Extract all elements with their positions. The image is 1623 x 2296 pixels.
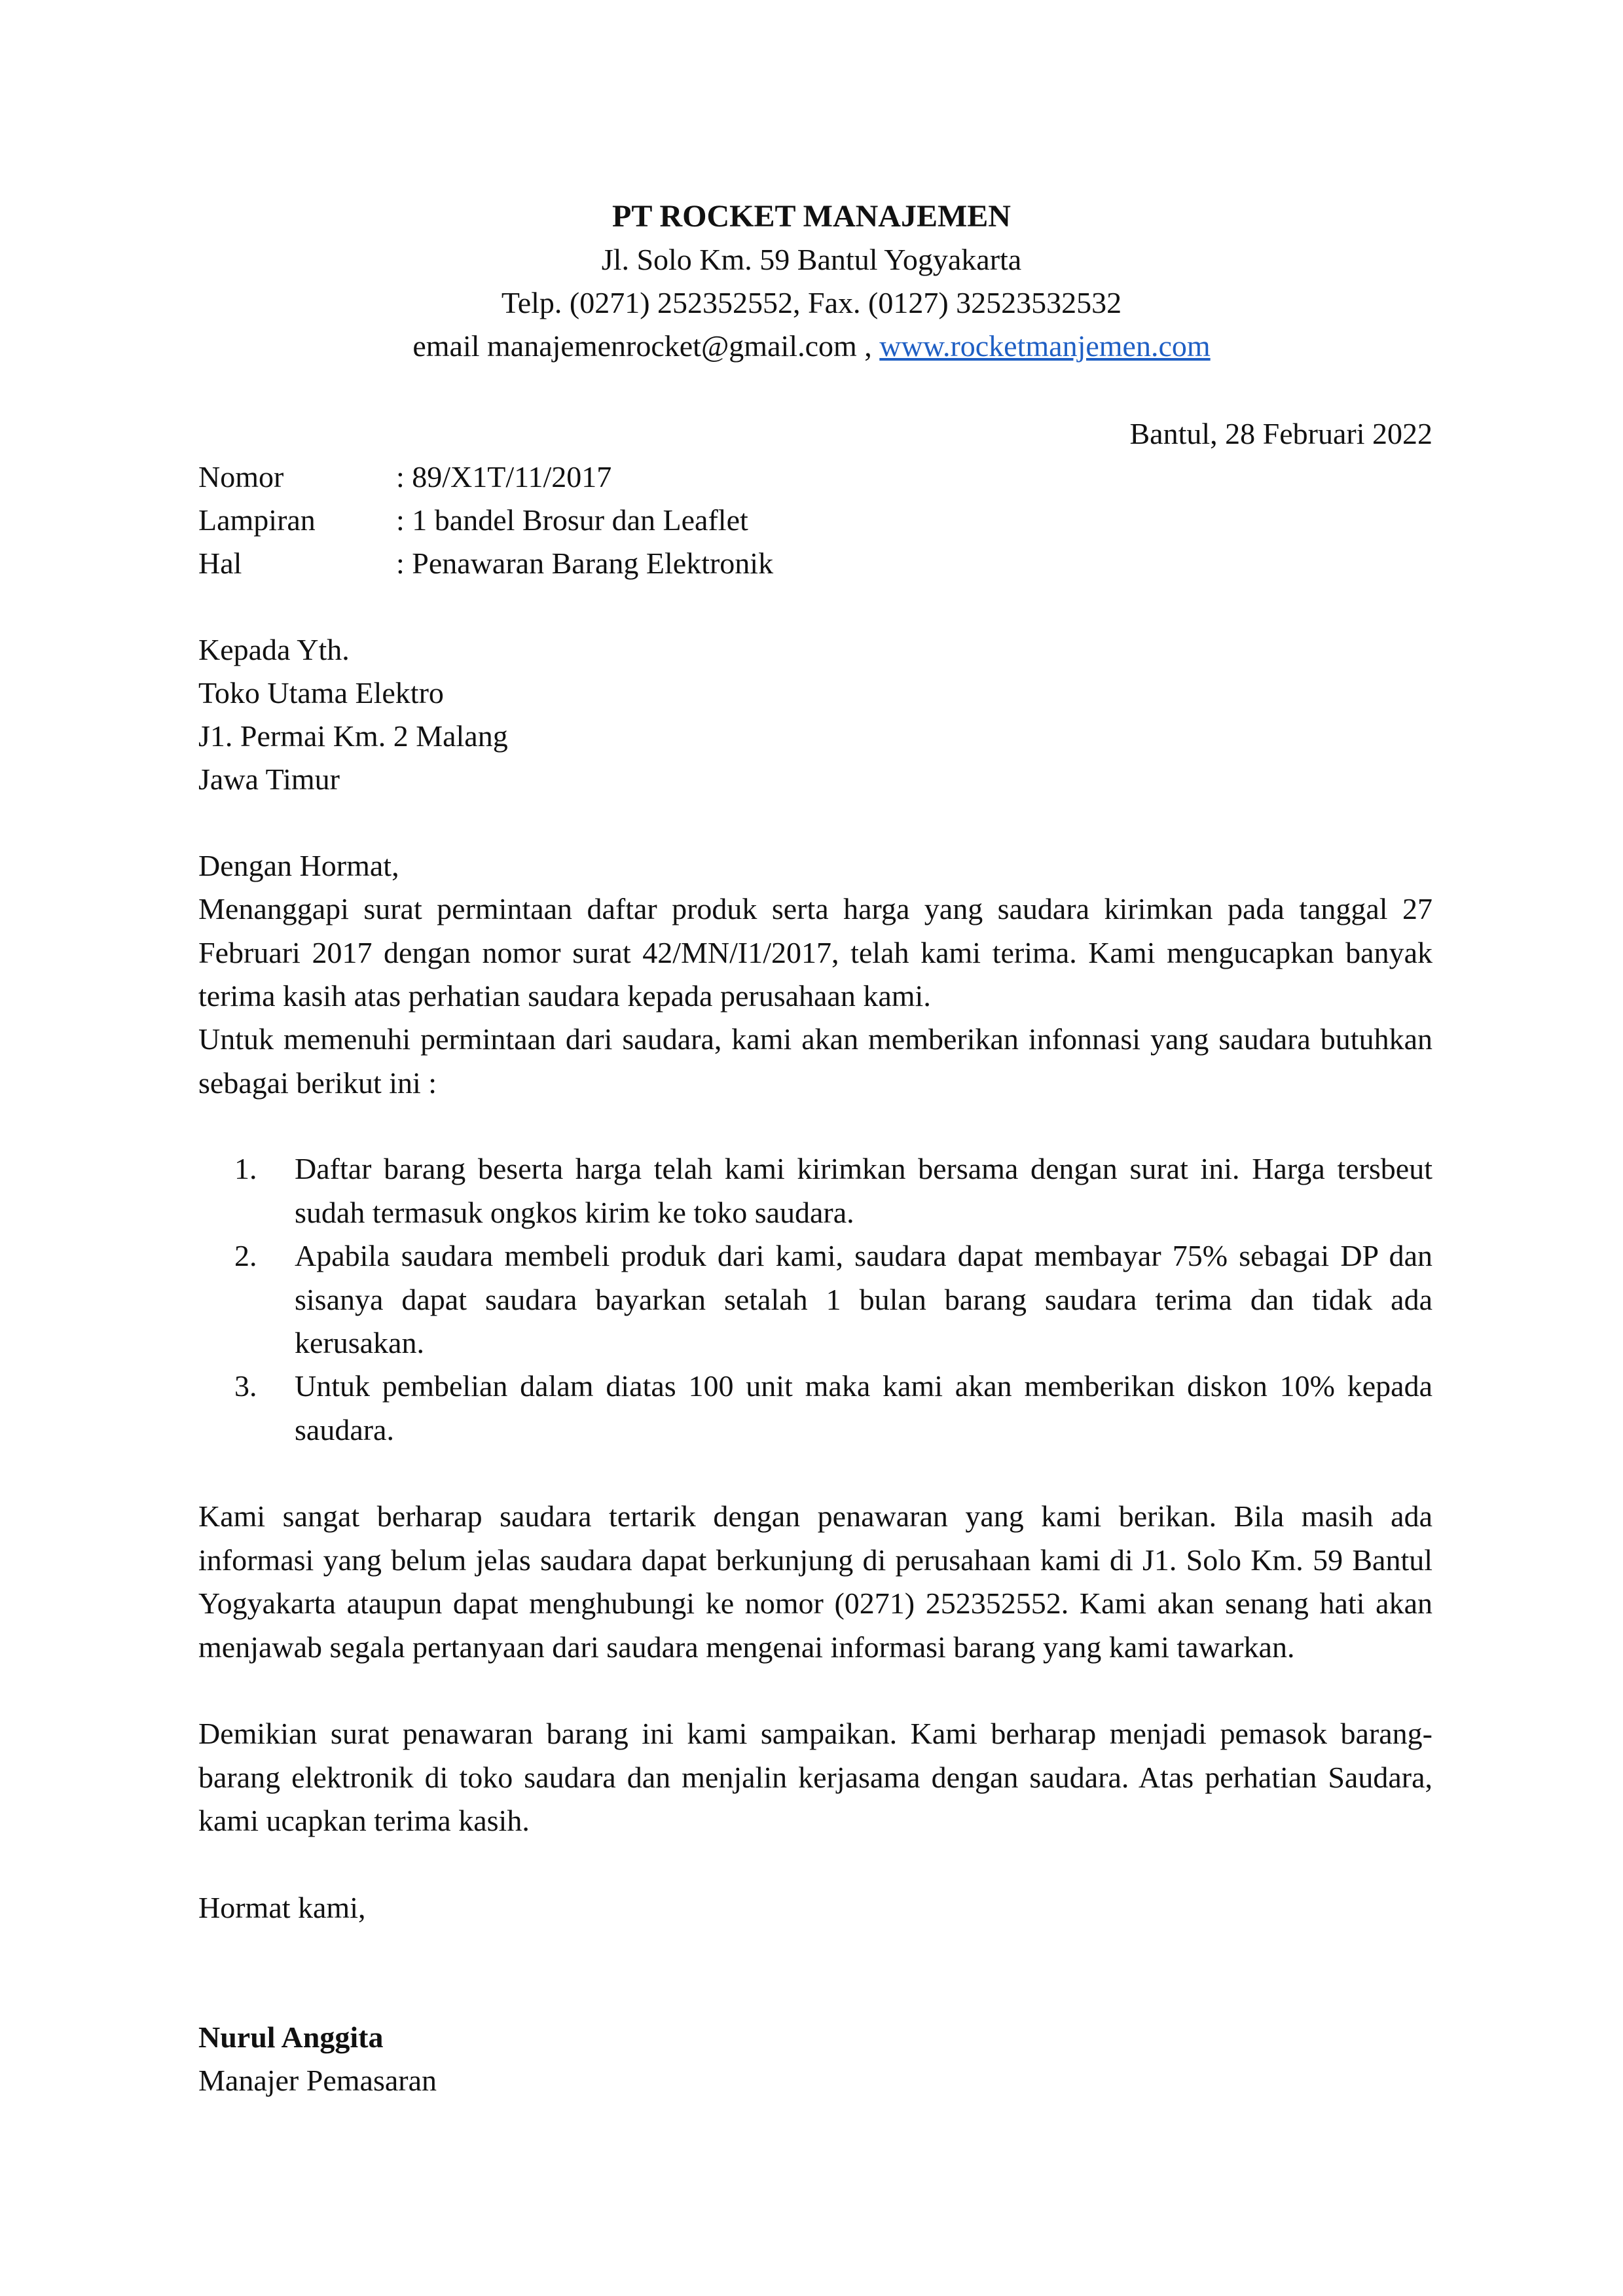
recipient-line-1: Kepada Yth. (198, 633, 350, 666)
list-item-number: 3. (234, 1369, 257, 1403)
signer-title: Manajer Pemasaran (198, 2064, 437, 2097)
list-item-number: 1. (234, 1152, 257, 1185)
meta-nomor-value: : 89/X1T/11/2017 (396, 460, 612, 493)
list-item-text: Daftar barang beserta harga telah kami kirimkan bersama dengan surat ini. Harga tersbeut sudah termasuk ongkos kirim ke toko saudara. (295, 1152, 1432, 1229)
meta-nomor (198, 456, 611, 499)
body-paragraph-1: Menanggapi surat permintaan daftar produk serta harga yang saudara kirimkan pada tanggal 27 Februari 2017 dengan nomor surat 42/MN/I1/2017, telah kami terima. Kami mengucapkan banyak terima kasih atas perhatian saudara kepada perusahaan kami. (198, 892, 1432, 1013)
meta-hal-value: : Penawaran Barang Elektronik (396, 547, 774, 580)
meta-nomor-label: Nomor (198, 460, 284, 493)
company-website-link[interactable]: www.rocketmanjemen.com (879, 329, 1211, 363)
list-item-text: Untuk pembelian dalam diatas 100 unit maka kami akan memberikan diskon 10% kepada saudara. (295, 1369, 1432, 1446)
list-item-text: Apabila saudara membeli produk dari kami, saudara dapat membayar 75% sebagai DP dan sisanya dapat saudara bayarkan setalah 1 bulan barang saudara terima dan tidak ada kerusakan. (295, 1239, 1432, 1359)
body-paragraph-4: Demikian surat penawaran barang ini kami sampaikan. Kami berharap menjadi pemasok barang-barang elektronik di toko saudara dan menjalin kerjasama dengan saudara. Atas perhatian Saudara, kami ucapkan terima kasih. (198, 1717, 1432, 1837)
meta-hal-label: Hal (198, 547, 242, 580)
meta-lampiran-label: Lampiran (198, 503, 316, 537)
recipient-line-4: Jawa Timur (198, 762, 340, 796)
company-contact (0, 325, 1623, 368)
meta-lampiran-value: : 1 bandel Brosur dan Leaflet (396, 503, 748, 537)
body-paragraph-2: Untuk memenuhi permintaan dari saudara, kami akan memberikan infonnasi yang saudara butuhkan sebagai berikut ini : (198, 1022, 1432, 1100)
company-name: PT ROCKET MANAJEMEN (612, 199, 1011, 234)
letter-date: Bantul, 28 Februari 2022 (1129, 417, 1432, 450)
salutation: Dengan Hormat, (198, 849, 399, 882)
company-phone: Telp. (0271) 252352552, Fax. (0127) 32523532532 (501, 286, 1122, 319)
recipient-line-2: Toko Utama Elektro (198, 676, 444, 709)
meta-lampiran (198, 499, 748, 542)
list-item-number: 2. (234, 1239, 257, 1272)
company-email: email manajemenrocket@gmail.com , (412, 329, 880, 363)
company-address: Jl. Solo Km. 59 Bantul Yogyakarta (601, 243, 1022, 276)
body-paragraph-3: Kami sangat berharap saudara tertarik dengan penawaran yang kami berikan. Bila masih ada informasi yang belum jelas saudara dapat berkunjung di perusahaan kami di J1. Solo Km. 59 Bantul Yogyakarta ataupun dapat menghubungi ke nomor (0271) 252352552. Kami akan senang hati akan menjawab segala pertanyaan dari saudara mengenai informasi barang yang kami tawarkan. (198, 1499, 1432, 1664)
meta-hal (198, 542, 773, 585)
closing: Hormat kami, (198, 1891, 366, 1924)
recipient-line-3: J1. Permai Km. 2 Malang (198, 719, 508, 753)
signer-name: Nurul Anggita (198, 2020, 384, 2054)
